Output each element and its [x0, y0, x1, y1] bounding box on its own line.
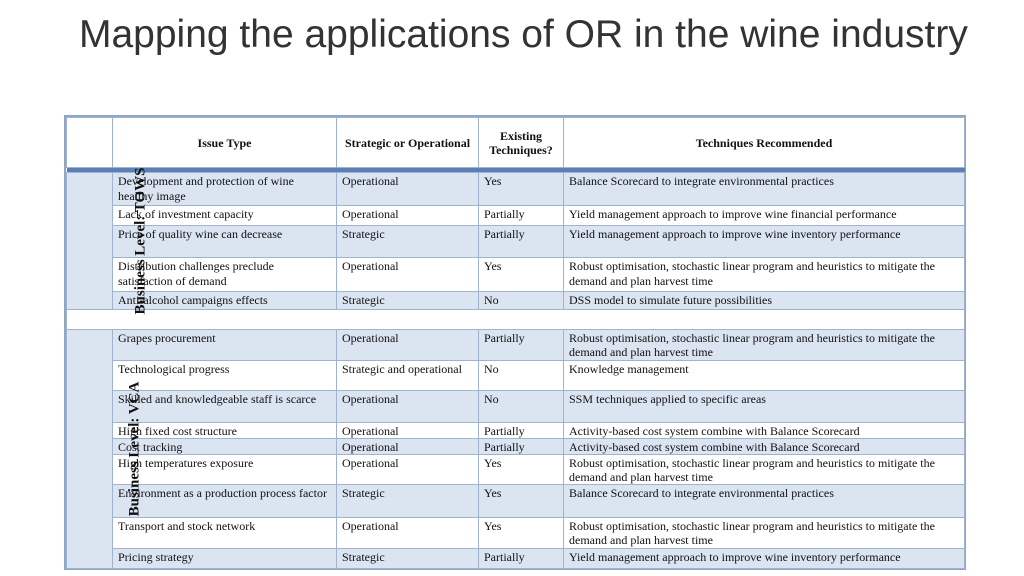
- table-row: [67, 226, 965, 258]
- existing-cell: Partially: [479, 226, 564, 258]
- technique-cell: DSS model to simulate future possibilities: [564, 292, 965, 310]
- table-header-row: [67, 118, 965, 168]
- type-cell: Operational: [337, 258, 479, 292]
- technique-cell: Activity-based cost system combine with Balance Scorecard: [564, 423, 965, 439]
- existing-cell: Yes: [479, 485, 564, 518]
- type-cell: Strategic: [337, 292, 479, 310]
- table-row: [67, 206, 965, 226]
- technique-cell: Robust optimisation, stochastic linear program and heuristics to mitigate the demand and plan harvest time: [564, 518, 965, 549]
- technique-cell: Robust optimisation, stochastic linear program and heuristics to mitigate the demand and plan harvest time: [564, 258, 965, 292]
- table-row: [67, 330, 965, 361]
- table-row: [67, 439, 965, 455]
- issue-cell: Environment as a production process factor: [113, 485, 337, 518]
- issue-cell: Distribution challenges preclude satisfaction of demand: [113, 258, 337, 292]
- type-cell: Strategic and operational: [337, 361, 479, 391]
- technique-cell: Balance Scorecard to integrate environmental practices: [564, 173, 965, 206]
- issue-cell: Transport and stock network: [113, 518, 337, 549]
- technique-cell: Robust optimisation, stochastic linear program and heuristics to mitigate the demand and plan harvest time: [564, 455, 965, 485]
- issue-cell: Skilled and knowledgeable staff is scarce: [113, 391, 337, 423]
- technique-cell: Balance Scorecard to integrate environmental practices: [564, 485, 965, 518]
- existing-cell: Partially: [479, 423, 564, 439]
- table-row: [67, 258, 965, 292]
- type-cell: Operational: [337, 439, 479, 455]
- issue-cell: Cost tracking: [113, 439, 337, 455]
- existing-cell: Yes: [479, 518, 564, 549]
- existing-cell: Yes: [479, 173, 564, 206]
- issue-cell: High temperatures exposure: [113, 455, 337, 485]
- existing-cell: No: [479, 391, 564, 423]
- type-cell: Strategic: [337, 226, 479, 258]
- header-techniques-recommended: Techniques Recommended: [564, 118, 965, 168]
- type-cell: Operational: [337, 173, 479, 206]
- technique-cell: Yield management approach to improve wine financial performance: [564, 206, 965, 226]
- issue-cell: Price of quality wine can decrease: [113, 226, 337, 258]
- tows-level-label-cell: [67, 167, 149, 315]
- technique-cell: SSM techniques applied to specific areas: [564, 391, 965, 423]
- technique-cell: Yield management approach to improve wine inventory performance: [564, 549, 965, 569]
- existing-cell: Partially: [479, 549, 564, 569]
- table-row: [67, 292, 965, 310]
- header-strategic-or-operational: Strategic or Operational: [337, 118, 479, 168]
- table-row: [67, 549, 965, 569]
- type-cell: Strategic: [337, 549, 479, 569]
- issue-cell: High fixed cost structure: [113, 423, 337, 439]
- issue-cell: Lack of investment capacity: [113, 206, 337, 226]
- issue-cell: Grapes procurement: [113, 330, 337, 361]
- type-cell: Operational: [337, 206, 479, 226]
- existing-cell: Partially: [479, 206, 564, 226]
- or-mapping-table: [66, 117, 965, 569]
- type-cell: Operational: [337, 518, 479, 549]
- existing-cell: Yes: [479, 455, 564, 485]
- slide-title: Mapping the applications of OR in the wine industry: [79, 13, 968, 56]
- issue-cell: Anti-alcohol campaigns effects: [113, 292, 337, 310]
- table-row: [67, 423, 965, 439]
- type-cell: Operational: [337, 330, 479, 361]
- vca-level-label: Business Level: VCA: [126, 381, 143, 517]
- type-cell: Operational: [337, 455, 479, 485]
- type-cell: Operational: [337, 423, 479, 439]
- type-cell: Strategic: [337, 485, 479, 518]
- table-row: [67, 455, 965, 485]
- technique-cell: Activity-based cost system combine with Balance Scorecard: [564, 439, 965, 455]
- tows-level-label: Business Level: TOWS: [132, 167, 149, 315]
- table-row: [67, 518, 965, 549]
- existing-cell: No: [479, 292, 564, 310]
- table-row: [67, 173, 965, 206]
- type-cell: Operational: [337, 391, 479, 423]
- vca-level-label-cell: [67, 330, 143, 569]
- technique-cell: Robust optimisation, stochastic linear program and heuristics to mitigate the demand and plan harvest time: [564, 330, 965, 361]
- section-gap: [67, 310, 965, 330]
- table-row: [67, 391, 965, 423]
- table-row: [67, 361, 965, 391]
- header-level-corner: [67, 118, 113, 168]
- or-mapping-table-figure: [64, 115, 966, 570]
- existing-cell: Partially: [479, 439, 564, 455]
- technique-cell: Yield management approach to improve wine inventory performance: [564, 226, 965, 258]
- existing-cell: No: [479, 361, 564, 391]
- table-row: [67, 485, 965, 518]
- issue-cell: Pricing strategy: [113, 549, 337, 569]
- existing-cell: Yes: [479, 258, 564, 292]
- header-existing-techniques: Existing Techniques?: [479, 118, 564, 168]
- header-issue-type: Issue Type: [113, 118, 337, 168]
- issue-cell: Development and protection of wine healthy image: [113, 173, 337, 206]
- existing-cell: Partially: [479, 330, 564, 361]
- technique-cell: Knowledge management: [564, 361, 965, 391]
- issue-cell: Technological progress: [113, 361, 337, 391]
